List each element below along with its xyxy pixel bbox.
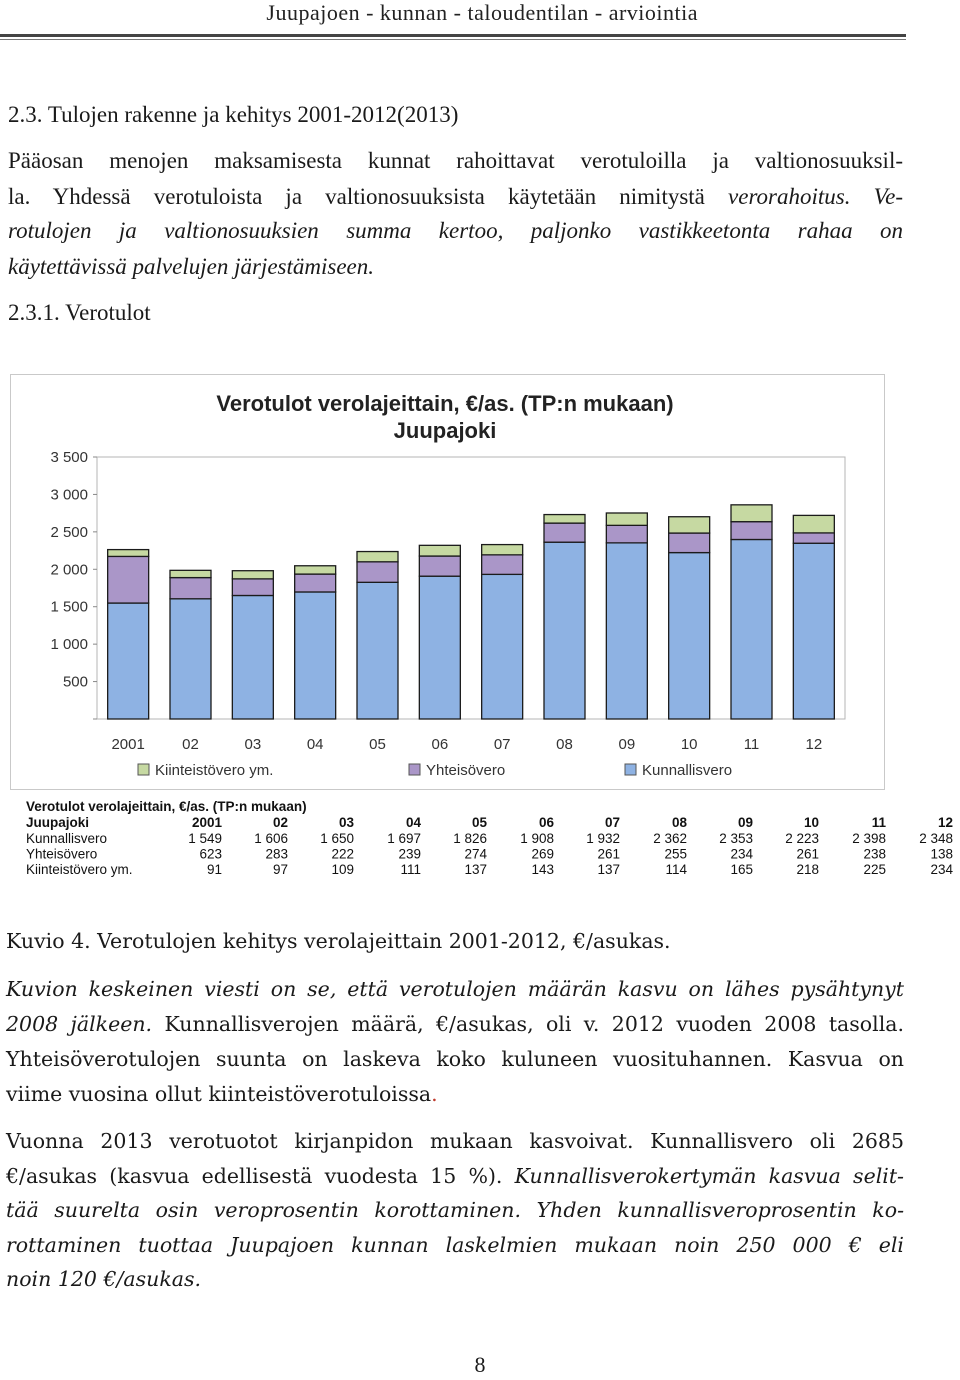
para2-line4-end: . bbox=[431, 1082, 438, 1106]
bar-kunnallisvero-11 bbox=[731, 539, 772, 719]
table-cell: 97 bbox=[272, 862, 288, 877]
para2-line3: Yhteisöverotulojen suunta on laskeva koko kuluneen vuosituhannen. Kasvua on bbox=[6, 1047, 904, 1071]
table-cell: 274 bbox=[464, 846, 487, 862]
bar-kunnallisvero-03 bbox=[232, 595, 273, 719]
bar-yhteisövero-11 bbox=[731, 522, 772, 540]
table-cell: 238 bbox=[863, 846, 886, 862]
table-year-header: 12 bbox=[937, 815, 953, 830]
table-row-label: Yhteisövero bbox=[26, 846, 98, 862]
para3-line3: tää suurelta osin veroprosentin korottaminen. Yhden kunnallisveroprosentin ko- bbox=[6, 1198, 904, 1222]
table-cell: 1 908 bbox=[520, 831, 554, 846]
bar-kunnallisvero-10 bbox=[669, 553, 710, 719]
table-cell: 138 bbox=[930, 846, 953, 862]
bar-kunnallisvero-09 bbox=[606, 543, 647, 719]
bar-yhteisövero-06 bbox=[419, 556, 460, 576]
table-year-header: 08 bbox=[671, 815, 687, 830]
chart-title: Verotulot verolajeittain, €/as. (TP:n mukaan) bbox=[216, 391, 674, 416]
bar-yhteisövero-03 bbox=[232, 579, 273, 596]
x-tick-label: 07 bbox=[493, 736, 511, 753]
y-tick-label: 2 000 bbox=[50, 561, 88, 579]
table-year-header: 11 bbox=[871, 815, 886, 830]
y-tick-label: 1 000 bbox=[50, 636, 88, 654]
table-cell: 218 bbox=[796, 862, 819, 877]
table-place: Juupajoki bbox=[26, 815, 90, 830]
table-year-header: 03 bbox=[338, 815, 354, 830]
para2-line4 bbox=[6, 1077, 904, 1112]
para1-line2 bbox=[8, 180, 903, 214]
bar-yhteisövero-05 bbox=[357, 562, 398, 583]
table-cell: 1 932 bbox=[586, 831, 620, 846]
y-tick-label: 3 000 bbox=[50, 486, 88, 504]
bar-kunnallisvero-04 bbox=[295, 592, 336, 719]
x-tick-label: 06 bbox=[431, 736, 449, 753]
table-cell: 114 bbox=[665, 862, 687, 877]
para1-line3: rotulojen ja valtionosuuksien summa kertoo, paljonko vastikkeetonta rahaa on bbox=[8, 218, 903, 243]
para2-line1: Kuvion keskeinen viesti on se, että verotulojen määrän kasvu on lähes pysähtynyt bbox=[6, 977, 904, 1001]
y-tick-label: 2 500 bbox=[50, 523, 88, 541]
table-year-header: 05 bbox=[471, 815, 487, 830]
legend-label: Kiinteistövero ym. bbox=[155, 762, 274, 779]
table-cell: 234 bbox=[930, 862, 953, 877]
table-cell: 225 bbox=[863, 862, 886, 877]
chart-subtitle: Juupajoki bbox=[393, 418, 497, 443]
legend-swatch bbox=[409, 764, 420, 775]
table-cell: 165 bbox=[730, 862, 753, 877]
para1-term: verorahoitus. bbox=[728, 184, 851, 209]
table-row-label: Kunnallisvero bbox=[26, 831, 108, 846]
para3-line2 bbox=[6, 1159, 904, 1194]
table-cell: 1 549 bbox=[188, 831, 222, 846]
bar-kiinteistövero-ym--08 bbox=[544, 515, 585, 524]
table-year-header: 07 bbox=[604, 815, 620, 830]
bar-kunnallisvero-2001 bbox=[108, 603, 149, 719]
x-tick-label: 04 bbox=[306, 736, 324, 753]
legend-swatch bbox=[625, 764, 636, 775]
bar-kunnallisvero-06 bbox=[419, 576, 460, 719]
table-year-header: 04 bbox=[405, 815, 421, 830]
table-cell: 623 bbox=[199, 846, 222, 862]
table-year-header: 02 bbox=[272, 815, 288, 830]
bar-kiinteistövero-ym--10 bbox=[669, 517, 710, 533]
bar-yhteisövero-2001 bbox=[108, 556, 149, 603]
table-cell: 261 bbox=[796, 846, 819, 862]
stacked-bar-chart bbox=[11, 375, 884, 789]
x-tick-label: 09 bbox=[618, 736, 636, 753]
table-cell: 137 bbox=[464, 862, 487, 877]
table-row-label: Kiinteistövero ym. bbox=[26, 862, 133, 877]
y-tick-label: 1 500 bbox=[50, 598, 88, 616]
table-cell: 283 bbox=[265, 846, 288, 862]
bar-kiinteistövero-ym--03 bbox=[232, 571, 273, 579]
data-table bbox=[0, 796, 960, 882]
bar-kiinteistövero-ym--2001 bbox=[108, 550, 149, 557]
y-tick-label: 3 500 bbox=[50, 449, 88, 466]
header-rule-thin bbox=[0, 39, 906, 40]
bar-kiinteistövero-ym--02 bbox=[170, 570, 211, 577]
table-cell: 1 650 bbox=[320, 831, 354, 846]
table-cell: 222 bbox=[331, 846, 354, 862]
para1-line1: Pääosan menojen maksamisesta kunnat rahoittavat verotuloilla ja valtionosuuksil- bbox=[8, 148, 903, 173]
table-cell: 91 bbox=[206, 862, 222, 877]
bar-yhteisövero-09 bbox=[606, 525, 647, 543]
para3-line2-normal: €/asukas (kasvua edellisestä vuodesta 15 %). bbox=[6, 1164, 503, 1188]
table-cell: 255 bbox=[664, 846, 687, 862]
table-cell: 1 606 bbox=[254, 831, 288, 846]
x-tick-label: 11 bbox=[743, 736, 760, 753]
bar-yhteisövero-12 bbox=[793, 533, 834, 543]
y-tick-label: 500 bbox=[62, 673, 88, 691]
bar-kunnallisvero-08 bbox=[544, 542, 585, 719]
bar-kiinteistövero-ym--11 bbox=[731, 505, 772, 522]
bar-kiinteistövero-ym--06 bbox=[419, 545, 460, 556]
page-header bbox=[0, 0, 960, 44]
table-cell: 239 bbox=[398, 846, 421, 862]
table-cell: 109 bbox=[331, 862, 354, 877]
table-cell: 261 bbox=[597, 846, 620, 862]
legend-swatch bbox=[138, 764, 149, 775]
para3-line5: noin 120 €/asukas. bbox=[6, 1267, 202, 1291]
section-heading: 2.3. Tulojen rakenne ja kehitys 2001-2012(2013) bbox=[8, 102, 459, 127]
table-cell: 143 bbox=[531, 862, 554, 877]
table-year-header: 06 bbox=[538, 815, 554, 830]
bar-yhteisövero-10 bbox=[669, 533, 710, 553]
x-tick-label: 05 bbox=[369, 736, 386, 753]
x-tick-label: 03 bbox=[244, 736, 262, 753]
table-cell: 2 353 bbox=[719, 831, 753, 846]
table-cell: 2 398 bbox=[852, 831, 886, 846]
table-cell: 1 697 bbox=[387, 831, 421, 846]
para2-line2-italic: 2008 jälkeen. bbox=[6, 1012, 153, 1036]
para1-line2-text: la. Yhdessä verotuloista ja valtionosuuksista käytetään nimitystä bbox=[8, 184, 729, 209]
para1-line4: käytettävissä palvelujen järjestämiseen. bbox=[8, 254, 374, 279]
bar-kunnallisvero-02 bbox=[170, 599, 211, 719]
bar-kiinteistövero-ym--04 bbox=[295, 566, 336, 574]
subheading: 2.3.1. Verotulot bbox=[8, 300, 151, 325]
bar-yhteisövero-07 bbox=[482, 555, 523, 575]
table-cell: 111 bbox=[400, 862, 421, 877]
bar-kunnallisvero-07 bbox=[482, 574, 523, 719]
table-year-header: 09 bbox=[737, 815, 753, 830]
legend-label: Kunnallisvero bbox=[642, 762, 733, 779]
x-tick-label: 2001 bbox=[111, 736, 145, 753]
bar-kunnallisvero-05 bbox=[357, 582, 398, 719]
table-cell: 2 223 bbox=[785, 831, 819, 846]
table-title: Verotulot verolajeittain, €/as. (TP:n mukaan) bbox=[26, 799, 307, 814]
x-tick-label: 12 bbox=[805, 736, 823, 753]
table-year-header: 2001 bbox=[191, 815, 222, 830]
para1-term-cont: Ve- bbox=[850, 184, 903, 209]
bar-yhteisövero-04 bbox=[295, 574, 336, 592]
page-number: 8 bbox=[474, 1352, 486, 1377]
para2-line2-rest: Kunnallisverojen määrä, €/asukas, oli v. 2012 vuoden 2008 tasolla. bbox=[152, 1012, 904, 1036]
header-rule bbox=[0, 34, 906, 37]
table-cell: 269 bbox=[531, 846, 554, 862]
para3-line2-italic: Kunnallisverokertymän kasvua selit- bbox=[502, 1164, 904, 1188]
x-tick-label: 02 bbox=[182, 736, 199, 753]
table-cell: 2 348 bbox=[919, 831, 953, 846]
x-tick-label: 10 bbox=[680, 736, 698, 753]
chart-frame bbox=[10, 374, 885, 790]
bar-kunnallisvero-12 bbox=[793, 543, 834, 719]
legend-label: Yhteisövero bbox=[426, 762, 506, 779]
table-year-header: 10 bbox=[803, 815, 819, 830]
bar-yhteisövero-02 bbox=[170, 578, 211, 599]
table-cell: 234 bbox=[730, 846, 753, 862]
bar-kiinteistövero-ym--09 bbox=[606, 513, 647, 525]
para2-line4-text: viime vuosina ollut kiinteistöverotuloissa bbox=[6, 1082, 432, 1106]
x-tick-label: 08 bbox=[556, 736, 573, 753]
header-title: Juupajoen - kunnan - taloudentilan - arviointia bbox=[266, 0, 698, 25]
para3-line1: Vuonna 2013 verotuotot kirjanpidon mukaan kasvoivat. Kunnallisvero oli 2685 bbox=[6, 1129, 904, 1153]
bar-kiinteistövero-ym--12 bbox=[793, 515, 834, 533]
bar-yhteisövero-08 bbox=[544, 523, 585, 542]
figure-caption: Kuvio 4. Verotulojen kehitys verolajeittain 2001-2012, €/asukas. bbox=[6, 929, 671, 953]
table-cell: 137 bbox=[597, 862, 620, 877]
bar-kiinteistövero-ym--05 bbox=[357, 552, 398, 562]
bar-kiinteistövero-ym--07 bbox=[482, 545, 523, 555]
table-cell: 2 362 bbox=[653, 831, 687, 846]
table-cell: 1 826 bbox=[453, 831, 487, 846]
para2-line2 bbox=[6, 1007, 904, 1042]
para3-line4: rottaminen tuottaa Juupajoen kunnan laskelmien mukaan noin 250 000 € eli bbox=[6, 1233, 904, 1257]
